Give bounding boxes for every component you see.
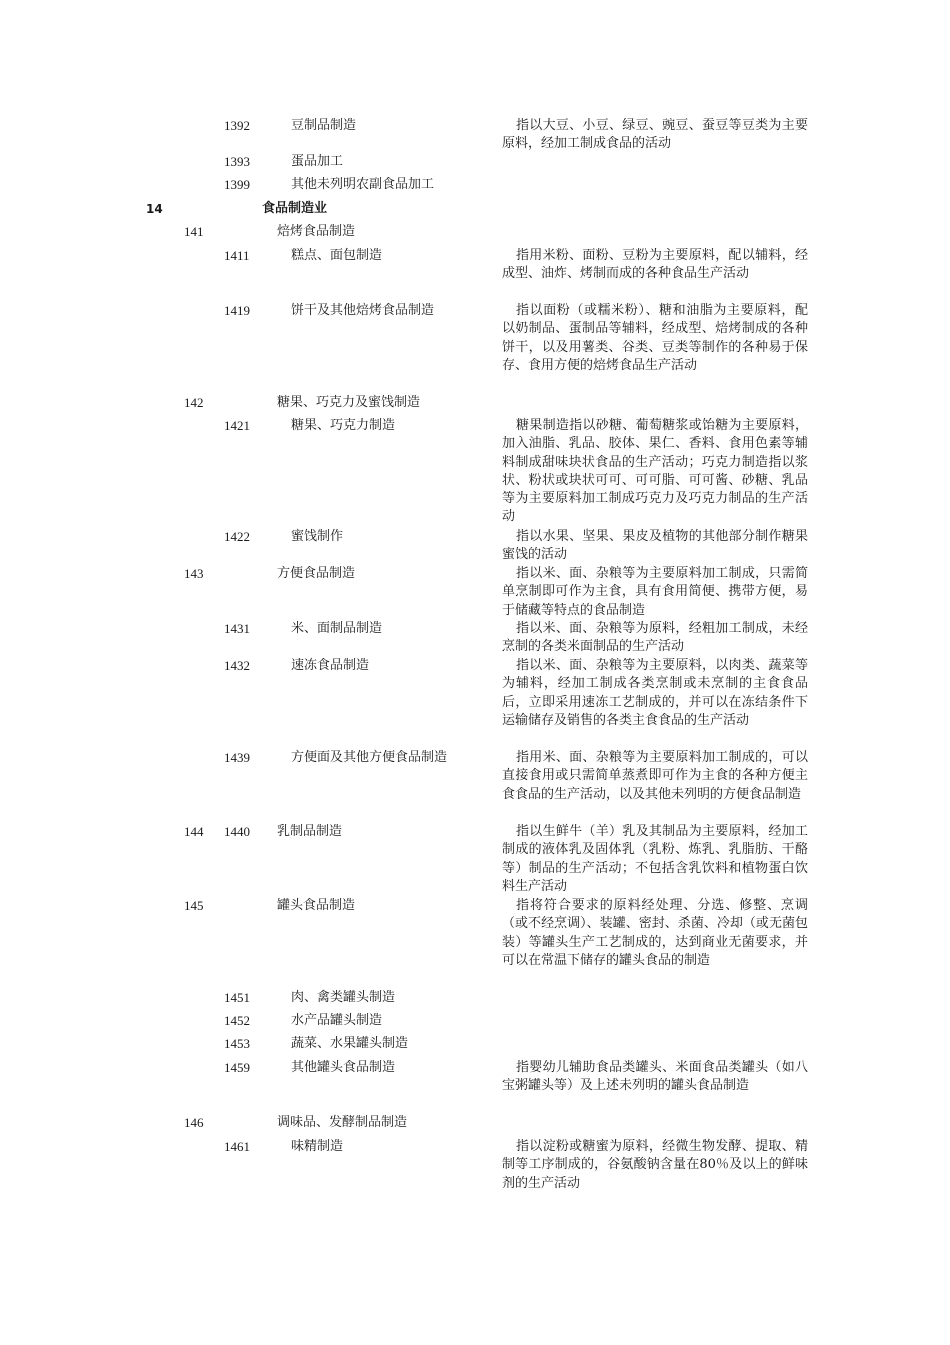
group-name: 罐头食品制造 [277, 898, 356, 913]
class-code: 1439 [224, 750, 250, 765]
class-description: 指婴幼儿辅助食品类罐头、米面食品类罐头（如八宝粥罐头等）及上述未列明的罐头食品制造 [502, 1060, 808, 1094]
class-name: 其他未列明农副食品加工 [291, 177, 435, 192]
class-name: 乳制品制造 [277, 824, 343, 839]
class-description: 糖果制造指以砂糖、葡萄糖浆或饴糖为主要原料，加入油脂、乳品、胶体、果仁、香料、食用色素等辅料制成甜味块状食品的生产活动；巧克力制造指以浆状、粉状或块状可可、可可脂、可可酱、砂糖、乳品等为主要原料加工制成巧克力及巧克力制品的生产活动 [502, 418, 808, 525]
group-code: 146 [184, 1115, 204, 1130]
class-code: 1399 [224, 177, 250, 192]
class-name: 蜜饯制作 [291, 529, 344, 544]
class-name: 速冻食品制造 [291, 658, 370, 673]
class-code: 1459 [224, 1060, 250, 1075]
class-name: 肉、禽类罐头制造 [291, 990, 396, 1005]
class-code: 1461 [224, 1139, 250, 1154]
class-name: 糕点、面包制造 [291, 248, 383, 263]
group-code: 142 [184, 395, 204, 410]
class-code: 1452 [224, 1013, 250, 1028]
group-code: 143 [184, 566, 204, 581]
class-description: 指以米、面、杂粮等为主要原料，以肉类、蔬菜等为辅料，经加工制成各类烹制或未烹制的主食食品后，立即采用速冻工艺制成的，并可以在冻结条件下运输储存及销售的各类主食食品的生产活动 [502, 658, 808, 728]
class-code: 1411 [224, 248, 250, 263]
class-code: 1440 [224, 824, 250, 839]
group-name: 焙烤食品制造 [277, 224, 356, 239]
class-code: 1419 [224, 303, 250, 318]
class-code: 1453 [224, 1036, 250, 1051]
class-code: 1421 [224, 418, 250, 433]
class-name: 味精制造 [291, 1139, 344, 1154]
group-code: 144 [184, 824, 204, 839]
class-name: 饼干及其他焙烤食品制造 [291, 303, 435, 318]
group-code: 141 [184, 224, 204, 239]
class-name: 糖果、巧克力制造 [291, 418, 396, 433]
class-name: 蔬菜、水果罐头制造 [291, 1036, 409, 1051]
class-description: 指以面粉（或糯米粉）、糖和油脂为主要原料，配以奶制品、蛋制品等辅料，经成型、焙烤制成的各种饼干，以及用薯类、谷类、豆类等制作的各种易于保存、食用方便的焙烤食品生产活动 [502, 303, 808, 373]
class-name: 方便面及其他方便食品制造 [291, 750, 448, 765]
class-description: 指用米、面、杂粮等为主要原料加工制成的，可以直接食用或只需简单蒸煮即可作为主食的各种方便主食食品的生产活动，以及其他未列明的方便食品制造 [502, 750, 808, 802]
class-description: 指以水果、坚果、果皮及植物的其他部分制作糖果蜜饯的活动 [502, 529, 808, 563]
class-name: 豆制品制造 [291, 118, 357, 133]
class-code: 1422 [224, 529, 250, 544]
group-name: 糖果、巧克力及蜜饯制造 [277, 395, 421, 410]
class-code: 1393 [224, 154, 250, 169]
class-code: 1432 [224, 658, 250, 673]
group-name: 调味品、发酵制品制造 [277, 1115, 408, 1130]
group-name: 方便食品制造 [277, 566, 356, 581]
class-code: 1392 [224, 118, 250, 133]
class-name: 米、面制品制造 [291, 621, 383, 636]
class-description: 指以米、面、杂粮等为原料，经粗加工制成，未经烹制的各类米面制品的生产活动 [502, 621, 808, 655]
group-description: 指将符合要求的原料经处理、分选、修整、烹调（或不经烹调）、装罐、密封、杀菌、冷却（或无菌包装）等罐头生产工艺制成的，达到商业无菌要求，并可以在常温下储存的罐头食品的制造 [502, 898, 808, 968]
class-description: 指以大豆、小豆、绿豆、豌豆、蚕豆等豆类为主要原料，经加工制成食品的活动 [502, 118, 808, 152]
class-name: 蛋品加工 [291, 154, 344, 169]
class-description: 指以淀粉或糖蜜为原料，经微生物发酵、提取、精制等工序制成的，谷氨酸钠含量在80％及以上的鲜味剂的生产活动 [502, 1139, 808, 1191]
class-code: 1431 [224, 621, 250, 636]
class-description: 指以生鲜牛（羊）乳及其制品为主要原料，经加工制成的液体乳及固体乳（乳粉、炼乳、乳脂肪、干酪等）制品的生产活动；不包括含乳饮料和植物蛋白饮料生产活动 [502, 824, 808, 894]
section-code: 14 [146, 202, 163, 216]
section-name: 食品制造业 [262, 201, 328, 216]
group-code: 145 [184, 898, 204, 913]
group-description: 指以米、面、杂粮等为主要原料加工制成，只需简单烹制即可作为主食，具有食用简便、携带方便，易于储藏等特点的食品制造 [502, 566, 808, 618]
class-name: 其他罐头食品制造 [291, 1060, 396, 1075]
class-code: 1451 [224, 990, 250, 1005]
class-description: 指用米粉、面粉、豆粉为主要原料，配以辅料，经成型、油炸、烤制而成的各种食品生产活动 [502, 248, 808, 282]
class-name: 水产品罐头制造 [291, 1013, 383, 1028]
